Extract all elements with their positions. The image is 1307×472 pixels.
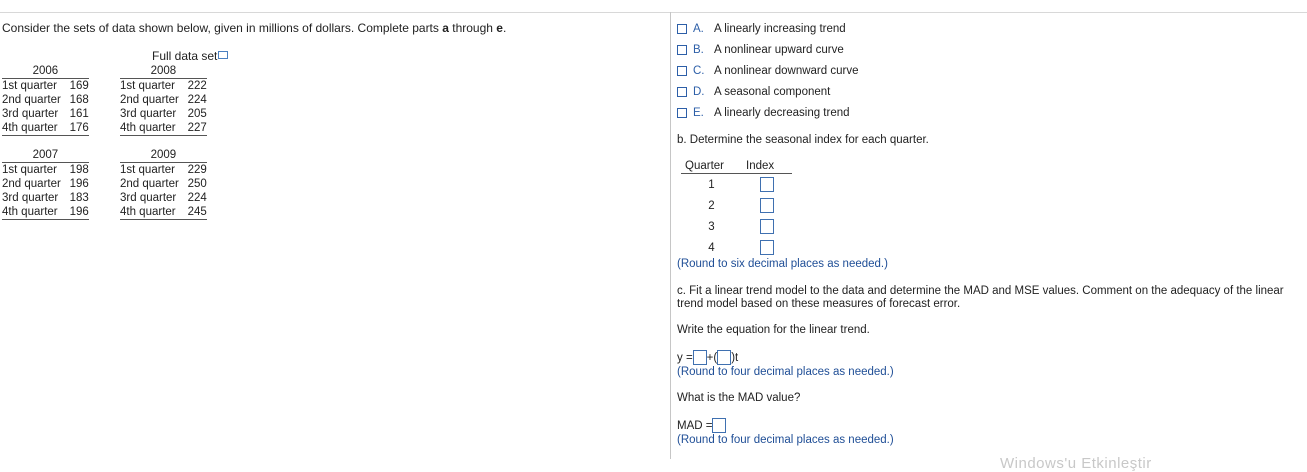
quarter-value: 227: [185, 121, 207, 136]
year-table-2008: [120, 64, 207, 136]
mad-answer-line: MAD =: [677, 418, 1302, 434]
option-e[interactable]: [677, 102, 1302, 123]
windows-activation-watermark: Windows'u Etkinleştir: [1000, 455, 1152, 472]
year-table-2006: [2, 64, 89, 136]
option-letter: D.: [693, 85, 705, 98]
top-divider: [0, 12, 1307, 13]
linear-trend-equation: y = +( )t: [677, 352, 739, 364]
equation-hint: (Round to four decimal places as needed.): [677, 366, 894, 378]
question-right-panel: [677, 18, 1302, 447]
quarter-label: 3rd quarter: [2, 108, 59, 120]
quarter-label: 2nd quarter: [120, 178, 179, 190]
quarter-label: 4th quarter: [2, 205, 67, 220]
quarter-label: 1st quarter: [2, 80, 57, 92]
quarter-number: 2: [708, 199, 715, 212]
quarter-label: 1st quarter: [2, 164, 57, 176]
quarter-label: 3rd quarter: [120, 192, 177, 204]
quarter-label: 3rd quarter: [120, 108, 177, 120]
index-column-header: Index: [742, 159, 792, 174]
quarter-label: 1st quarter: [120, 164, 175, 176]
seasonal-index-table: [681, 159, 792, 258]
quarter-column-header: Quarter: [681, 159, 742, 174]
index-input-q1[interactable]: [760, 177, 774, 192]
quarter-number: 1: [708, 178, 715, 191]
index-input-q2[interactable]: [760, 198, 774, 213]
full-data-set-title: Full data set: [152, 49, 218, 63]
option-b[interactable]: [677, 39, 1302, 60]
quarter-value: 169: [69, 80, 89, 92]
popout-icon[interactable]: [218, 51, 228, 59]
quarter-value: 168: [69, 94, 89, 106]
option-letter: C.: [693, 64, 705, 77]
year-heading: 2006: [2, 64, 89, 79]
part-c-question: c. Fit a linear trend model to the data and determine the MAD and MSE values. Comment on the adequacy of the linear trend model based on these measures of forecast error.: [677, 285, 1284, 310]
mad-prompt: What is the MAD value?: [677, 392, 801, 404]
quarter-label: 3rd quarter: [2, 192, 59, 204]
option-d[interactable]: [677, 81, 1302, 102]
quarter-value: 224: [187, 94, 207, 106]
part-b-hint: (Round to six decimal places as needed.): [677, 258, 888, 270]
quarter-label: 1st quarter: [120, 80, 175, 92]
checkbox-b[interactable]: [677, 45, 687, 55]
slope-input[interactable]: [717, 350, 731, 365]
quarter-label: 2nd quarter: [120, 94, 179, 106]
quarter-value: 198: [69, 164, 89, 176]
option-letter: A.: [693, 22, 704, 35]
option-text: A linearly decreasing trend: [714, 106, 850, 119]
option-letter: E.: [693, 106, 704, 119]
year-heading: 2009: [120, 148, 207, 163]
quarter-number: 3: [708, 220, 715, 233]
quarter-value: 224: [187, 192, 207, 204]
quarter-value: 161: [69, 108, 89, 120]
option-text: A nonlinear downward curve: [714, 64, 859, 77]
quarter-value: 183: [69, 192, 89, 204]
option-text: A seasonal component: [714, 85, 831, 98]
quarter-value: 205: [187, 108, 207, 120]
option-a[interactable]: [677, 18, 1302, 39]
year-table-2009: [120, 148, 207, 220]
checkbox-c[interactable]: [677, 66, 687, 76]
quarter-value: 222: [187, 80, 207, 92]
equation-prompt: Write the equation for the linear trend.: [677, 324, 870, 336]
checkbox-e[interactable]: [677, 108, 687, 118]
column-divider: [670, 12, 671, 459]
option-text: A nonlinear upward curve: [714, 43, 844, 56]
index-input-q3[interactable]: [760, 219, 774, 234]
quarter-value: 250: [187, 178, 207, 190]
year-heading: 2008: [120, 64, 207, 79]
quarter-label: 2nd quarter: [2, 94, 61, 106]
year-heading: 2007: [2, 148, 89, 163]
full-data-set-link[interactable]: [152, 49, 228, 63]
index-input-q4[interactable]: [760, 240, 774, 255]
question-left-panel: [2, 21, 662, 218]
quarter-label: 4th quarter: [2, 121, 67, 136]
quarter-value: 196: [69, 178, 89, 190]
year-table-2007: [2, 148, 89, 220]
checkbox-a[interactable]: [677, 24, 687, 34]
option-letter: B.: [693, 43, 704, 56]
quarter-label: 4th quarter: [120, 205, 185, 220]
option-c[interactable]: [677, 60, 1302, 81]
mad-input[interactable]: [712, 418, 726, 433]
quarter-label: 4th quarter: [120, 121, 185, 136]
quarter-value: 229: [187, 164, 207, 176]
intro-text: Consider the sets of data shown below, given in millions of dollars. Complete parts a through e.: [2, 21, 507, 35]
intro-part-a: a: [442, 21, 449, 35]
quarter-value: 245: [185, 205, 207, 220]
checkbox-d[interactable]: [677, 87, 687, 97]
option-text: A linearly increasing trend: [714, 22, 846, 35]
quarter-label: 2nd quarter: [2, 178, 61, 190]
quarter-value: 176: [67, 121, 89, 136]
part-b-question: b. Determine the seasonal index for each quarter.: [677, 134, 929, 146]
quarter-value: 196: [67, 205, 89, 220]
intro-part-e: e: [496, 21, 503, 35]
quarter-number: 4: [708, 241, 715, 254]
mad-hint: (Round to four decimal places as needed.): [677, 434, 894, 446]
intercept-input[interactable]: [693, 350, 707, 365]
